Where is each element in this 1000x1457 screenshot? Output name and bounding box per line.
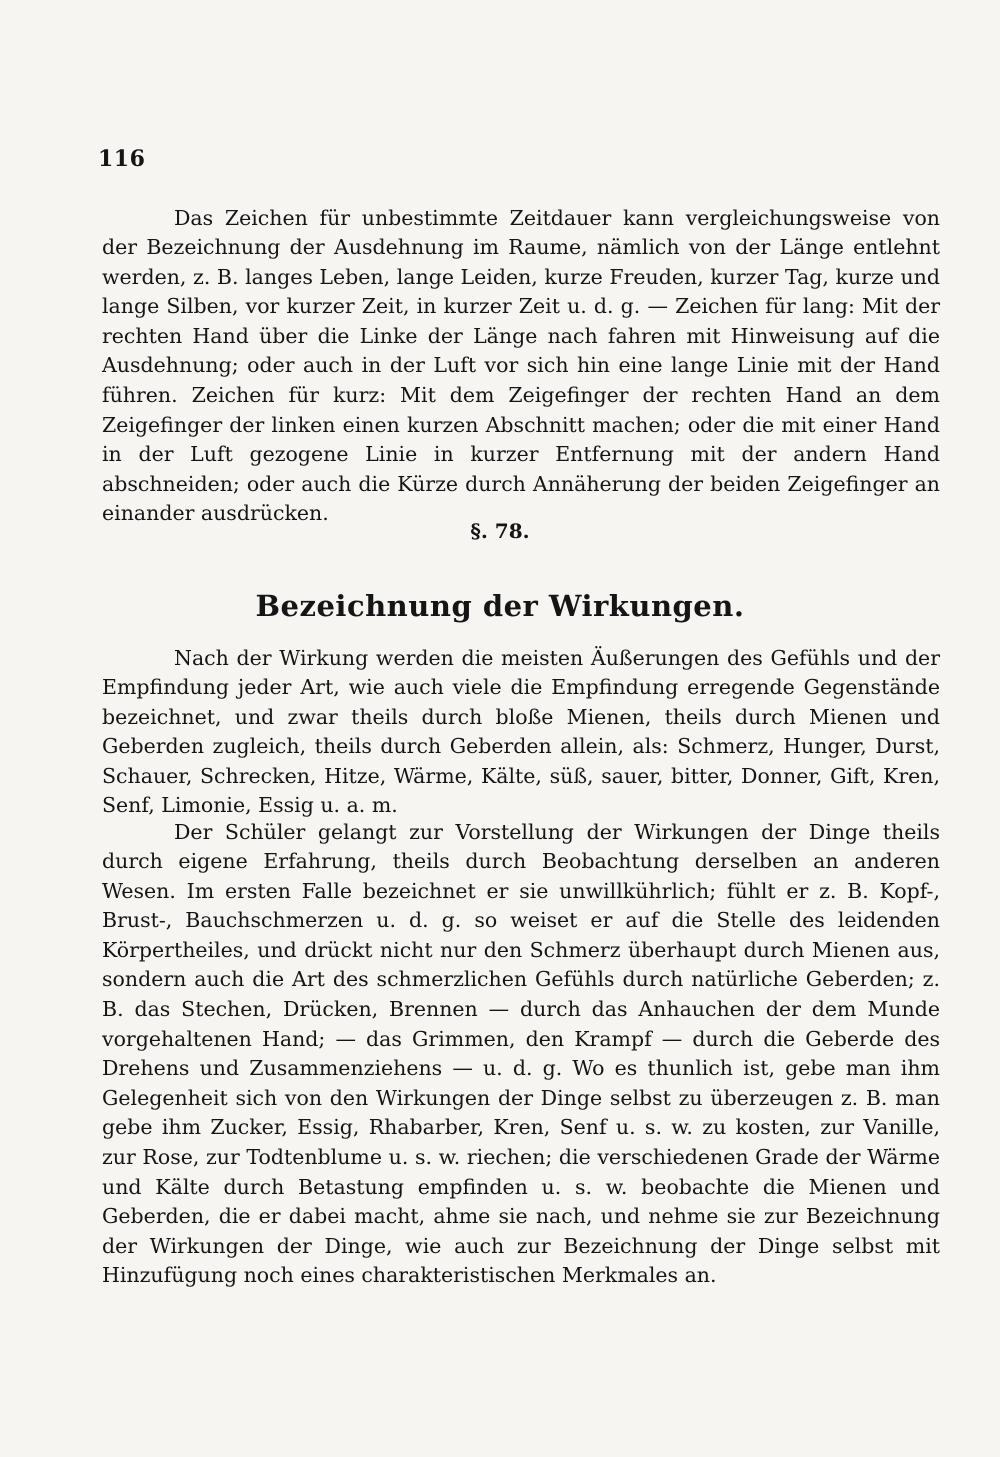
section-number: §. 78. [470, 519, 530, 543]
section-title: Bezeichnung der Wirkungen. [255, 589, 745, 624]
paragraph-pupil-experience: Der Schüler gelangt zur Vorstellung der Wirkungen der Dinge theils durch eigene Erfahrung, theils durch Beobachtung derselben an anderen Wesen. Im ersten Falle bezeichnet er sie unwillkührlich; fühlt er z. B. Kopf-, Brust-, Bauchschmerzen u. d. g. so weiset er auf die Stelle des leidenden Körpertheiles, und drückt nicht nur den Schmerz überhaupt durch Mienen aus, sondern auch die Art des schmerzlichen Gefühls durch natürliche Geberden; z. B. das Stechen, Drücken, Brennen — durch das Anhauchen der dem Munde vorgehaltenen Hand; — das Grimmen, den Krampf — durch die Geberde des Drehens und Zusammenziehens — u. d. g. Wo es thunlich ist, gebe man ihm Gelegenheit sich von den Wirkungen der Dinge selbst zu überzeugen z. B. man gebe ihm Zucker, Essig, Rhabarber, Kren, Senf u. s. w. zu kosten, zur Vanille, zur Rose, zur Todtenblume u. s. w. riechen; die verschiedenen Grade der Wärme und Kälte durch Betastung empfinden u. s. w. beobachte die Mienen und Geberden, die er dabei macht, ahme sie nach, und nehme sie zur Bezeichnung der Wirkungen der Dinge, wie auch zur Bezeichnung der Dinge selbst mit Hinzufügung noch eines charakteristischen Merkmales an. [102, 819, 940, 1288]
paragraph-duration-signs: Das Zeichen für unbestimmte Zeitdauer kann vergleichungsweise von der Bezeichnung der Ausdehnung im Raume, nämlich von der Länge entlehnt werden, z. B. langes Leben, lange Leiden, kurze Freuden, kurzer Tag, kurze und lange Silben, vor kurzer Zeit, in kurzer Zeit u. d. g. — Zeichen für lang: Mit der rechten Hand über die Linke der Länge nach fahren mit Hinweisung auf die Ausdehnung; oder auch in der Luft vor sich hin eine lange Linie mit der Hand führen. Zeichen für kurz: Mit dem Zeigefinger der rechten Hand an dem Zeigefinger der linken einen kurzen Abschnitt machen; oder die mit einer Hand in der Luft gezogene Linie in kurzer Entfernung mit der andern Hand abschneiden; oder auch die Kürze durch Annäherung der beiden Zeigefinger an einander ausdrücken. [102, 205, 940, 526]
paragraph-effects-intro: Nach der Wirkung werden die meisten Äußerungen des Gefühls und der Empfindung jeder Art, wie auch viele die Empfindung erregende Gegenstände bezeichnet, und zwar theils durch bloße Mienen, theils durch Mienen und Geberden zugleich, theils durch Geberden allein, als: Schmerz, Hunger, Durst, Schauer, Schrecken, Hitze, Wärme, Kälte, süß, sauer, bitter, Donner, Gift, Kren, Senf, Limonie, Essig u. a. m. [102, 645, 940, 818]
page-number: 116 [98, 146, 146, 172]
